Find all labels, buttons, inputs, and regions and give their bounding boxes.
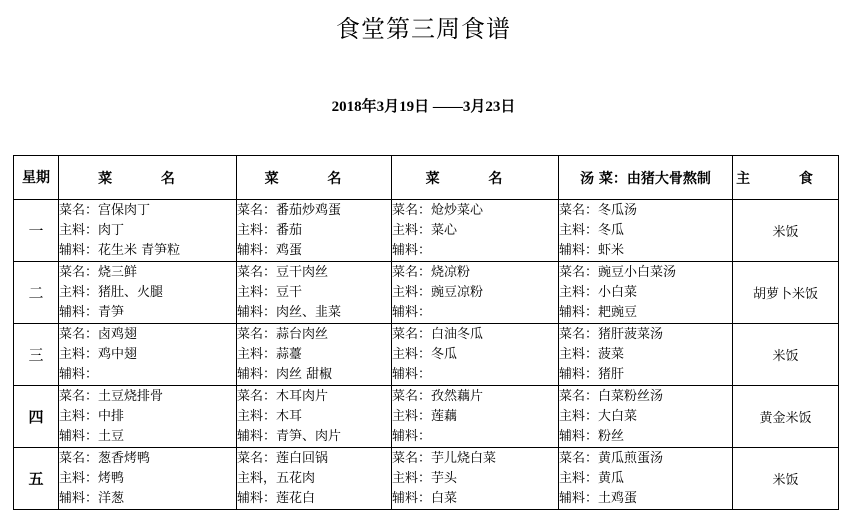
soup-side: 辅料：土鸡蛋 bbox=[559, 490, 638, 506]
soup-main: 主料：菠菜 bbox=[559, 346, 625, 362]
dish-side: 辅料：土豆 bbox=[59, 428, 125, 444]
dish-side: 辅料：青笋、肉片 bbox=[237, 428, 342, 444]
day-cell: 四 bbox=[14, 386, 59, 448]
dish-name: 菜名：白油冬瓜 bbox=[392, 326, 484, 342]
soup-main: 主料：小白菜 bbox=[559, 284, 638, 300]
soup-main: 主料：黄瓜 bbox=[559, 470, 625, 486]
dish-cell bbox=[392, 448, 559, 510]
table-row bbox=[14, 200, 839, 262]
dish-name: 菜名：烧凉粉 bbox=[392, 264, 471, 280]
header-staple: 主 食 bbox=[733, 156, 839, 200]
dish-name: 菜名：土豆烧排骨 bbox=[59, 388, 164, 404]
staple-cell: 米饭 bbox=[733, 200, 839, 262]
header-day: 星期 bbox=[14, 156, 59, 200]
header-row bbox=[14, 156, 839, 200]
dish-main: 主料：芋头 bbox=[392, 470, 458, 486]
dish-side: 辅料： bbox=[392, 242, 432, 258]
dish-cell bbox=[392, 200, 559, 262]
staple-cell: 胡萝卜米饭 bbox=[733, 262, 839, 324]
table-row bbox=[14, 324, 839, 386]
dish-name: 菜名：炝炒菜心 bbox=[392, 202, 484, 218]
dish-cell bbox=[237, 448, 392, 510]
dish-main: 主料：番茄 bbox=[237, 222, 303, 238]
dish-cell bbox=[237, 200, 392, 262]
header-soup: 汤 菜：由猪大骨熬制 bbox=[559, 156, 733, 200]
soup-name: 菜名：冬瓜汤 bbox=[559, 202, 638, 218]
dish-main: 主料：木耳 bbox=[237, 408, 303, 424]
staple-cell: 米饭 bbox=[733, 324, 839, 386]
dish-cell bbox=[237, 262, 392, 324]
dish-side: 辅料： bbox=[392, 428, 432, 444]
soup-name: 菜名：猪肝菠菜汤 bbox=[559, 326, 664, 342]
dish-name: 菜名：番茄炒鸡蛋 bbox=[237, 202, 342, 218]
header-dish-3: 菜 名 bbox=[392, 156, 559, 200]
dish-side: 辅料： bbox=[392, 304, 432, 320]
soup-side: 辅料：粉丝 bbox=[559, 428, 625, 444]
dish-name: 菜名：豆干肉丝 bbox=[237, 264, 329, 280]
day-cell: 二 bbox=[14, 262, 59, 324]
dish-cell bbox=[392, 324, 559, 386]
dish-cell bbox=[59, 448, 237, 510]
date-range: 2018年3月19日 ——3月23日 bbox=[331, 99, 516, 115]
dish-side: 辅料：青笋 bbox=[59, 304, 125, 320]
dish-name: 菜名：卤鸡翅 bbox=[59, 326, 138, 342]
day-cell: 三 bbox=[14, 324, 59, 386]
dish-name: 菜名：葱香烤鸭 bbox=[59, 450, 151, 466]
soup-cell bbox=[559, 386, 733, 448]
dish-side: 辅料： bbox=[392, 366, 432, 382]
dish-side: 辅料：白菜 bbox=[392, 490, 458, 506]
dish-main: 主料：猪肚、火腿 bbox=[59, 284, 164, 300]
dish-main: 主料：中排 bbox=[59, 408, 125, 424]
dish-main: 主料，五花肉 bbox=[237, 470, 316, 486]
header-dish-2: 菜 名 bbox=[237, 156, 392, 200]
dish-main: 主料：冬瓜 bbox=[392, 346, 458, 362]
dish-cell bbox=[237, 324, 392, 386]
soup-cell bbox=[559, 324, 733, 386]
soup-cell bbox=[559, 448, 733, 510]
dish-name: 菜名：孜然藕片 bbox=[392, 388, 484, 404]
header-dish-1: 菜 名 bbox=[59, 156, 237, 200]
soup-cell bbox=[559, 200, 733, 262]
dish-main: 主料：肉丁 bbox=[59, 222, 125, 238]
dish-name: 菜名：宫保肉丁 bbox=[59, 202, 151, 218]
dish-side: 辅料：肉丝 甜椒 bbox=[237, 366, 333, 382]
dish-cell bbox=[392, 262, 559, 324]
dish-name: 菜名：莲白回锅 bbox=[237, 450, 329, 466]
dish-side: 辅料：莲花白 bbox=[237, 490, 316, 506]
dish-main: 主料：豌豆凉粉 bbox=[392, 284, 484, 300]
dish-cell bbox=[392, 386, 559, 448]
table-row bbox=[14, 262, 839, 324]
staple-cell: 黄金米饭 bbox=[733, 386, 839, 448]
table-row bbox=[14, 448, 839, 510]
dish-side: 辅料：鸡蛋 bbox=[237, 242, 303, 258]
dish-name: 菜名：蒜台肉丝 bbox=[237, 326, 329, 342]
dish-main: 主料：烤鸭 bbox=[59, 470, 125, 486]
day-cell: 五 bbox=[14, 448, 59, 510]
soup-main: 主料：大白菜 bbox=[559, 408, 638, 424]
dish-main: 主料：豆干 bbox=[237, 284, 303, 300]
dish-cell bbox=[59, 386, 237, 448]
soup-side: 辅料：猪肝 bbox=[559, 366, 625, 382]
menu-table bbox=[13, 155, 839, 510]
staple-cell: 米饭 bbox=[733, 448, 839, 510]
dish-main: 主料：鸡中翅 bbox=[59, 346, 138, 362]
dish-cell bbox=[59, 262, 237, 324]
dish-name: 菜名：烧三鲜 bbox=[59, 264, 138, 280]
day-cell: 一 bbox=[14, 200, 59, 262]
dish-cell bbox=[237, 386, 392, 448]
soup-name: 菜名：黄瓜煎蛋汤 bbox=[559, 450, 664, 466]
dish-side: 辅料：花生米 青笋粒 bbox=[59, 242, 181, 258]
dish-cell bbox=[59, 200, 237, 262]
dish-side: 辅料：肉丝、韭菜 bbox=[237, 304, 342, 320]
soup-main: 主料：冬瓜 bbox=[559, 222, 625, 238]
dish-cell bbox=[59, 324, 237, 386]
page-title: 食堂第三周食谱 bbox=[336, 15, 511, 43]
dish-main: 主料：蒜薹 bbox=[237, 346, 303, 362]
dish-side: 辅料： bbox=[59, 366, 99, 382]
soup-side: 辅料：耙豌豆 bbox=[559, 304, 638, 320]
soup-side: 辅料：虾米 bbox=[559, 242, 625, 258]
soup-name: 菜名：豌豆小白菜汤 bbox=[559, 264, 677, 280]
dish-side: 辅料：洋葱 bbox=[59, 490, 125, 506]
soup-name: 菜名：白菜粉丝汤 bbox=[559, 388, 664, 404]
dish-main: 主料：莲藕 bbox=[392, 408, 458, 424]
dish-main: 主料：菜心 bbox=[392, 222, 458, 238]
soup-cell bbox=[559, 262, 733, 324]
table-row bbox=[14, 386, 839, 448]
dish-name: 菜名：芋儿烧白菜 bbox=[392, 450, 497, 466]
dish-name: 菜名：木耳肉片 bbox=[237, 388, 329, 404]
